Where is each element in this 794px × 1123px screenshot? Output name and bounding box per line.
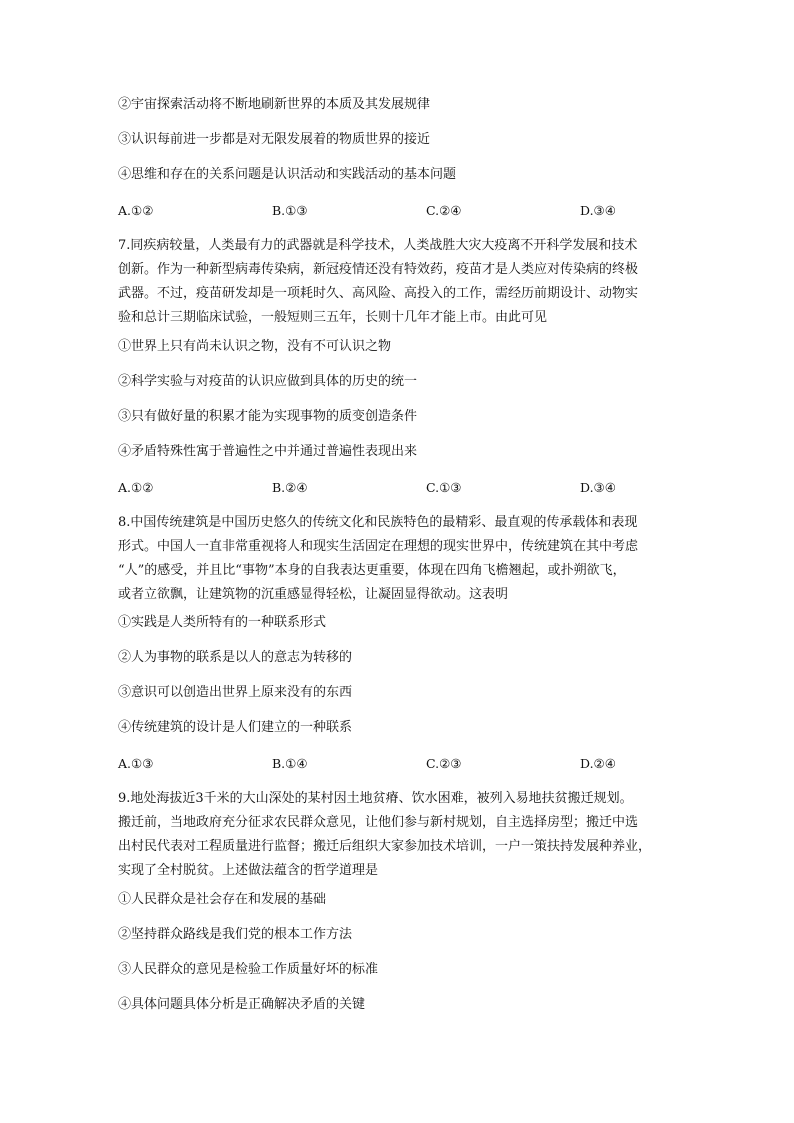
q6-option-3: ③认识每前进一步都是对无限发展着的物质世界的接近: [118, 132, 431, 147]
q8-option-4: ④传统建筑的设计是人们建立的一种联系: [118, 720, 353, 735]
q7-stem-line-1: 7.同疾病较量，人类最有力的武器就是科学技术，人类战胜大灾大疫离不开科学发展和技术: [118, 238, 638, 253]
q7-choice-b: B.②④: [272, 480, 308, 495]
q8-stem-line-2: 形式。中国人一直非常重视将人和现实生活固定在理想的现实世界中，传统建筑在其中考虑: [118, 539, 639, 554]
q6-choice-d: D.③④: [580, 203, 616, 218]
q7-answer-choices: [118, 478, 678, 498]
q7-option-1: ①世界上只有尚未认识之物，没有不可认识之物: [118, 339, 392, 354]
q8-choice-a: A.①③: [118, 756, 154, 771]
q7-choice-d: D.③④: [580, 480, 616, 495]
q6-choice-b: B.①③: [272, 203, 308, 218]
q8-choice-b: B.①④: [272, 756, 308, 771]
q7-option-3: ③只有做好量的积累才能为实现事物的质变创造条件: [118, 409, 418, 424]
q6-answer-choices: [118, 201, 678, 221]
q8-answer-choices: [118, 754, 678, 774]
q8-option-3: ③意识可以创造出世界上原来没有的东西: [118, 685, 353, 700]
q8-choice-d: D.②④: [580, 756, 616, 771]
q6-option-4: ④思维和存在的关系问题是认识活动和实践活动的基本问题: [118, 167, 457, 182]
q7-option-4: ④矛盾特殊性寓于普遍性之中并通过普遍性表现出来: [118, 444, 418, 459]
q6-option-2: ②宇宙探索活动将不断地刷新世界的本质及其发展规律: [118, 97, 431, 112]
q9-stem-line-1: 9.地处海拔近3千米的大山深处的某村因土地贫瘠、饮水困难，被列入易地扶贫搬迁规划。: [118, 791, 633, 806]
q8-stem-line-3: “人”的感受，并且比“事物”本身的自我表达更重要，体现在四角飞檐翘起，或扑朔欲飞，: [118, 563, 626, 578]
q9-option-3: ③人民群众的意见是检验工作质量好坏的标准: [118, 962, 379, 977]
q9-option-2: ②坚持群众路线是我们党的根本工作方法: [118, 927, 353, 942]
q7-stem-line-3: 武器。不过，疫苗研发却是一项耗时久、高风险、高投入的工作，需经历前期设计、动物实: [118, 286, 639, 301]
q9-stem-line-4: 实现了全村脱贫。上述做法蕴含的哲学道理是: [118, 863, 379, 878]
q6-choice-a: A.①②: [118, 203, 154, 218]
q7-option-2: ②科学实验与对疫苗的认识应做到具体的历史的统一: [118, 374, 418, 389]
q8-option-2: ②人为事物的联系是以人的意志为转移的: [118, 650, 353, 665]
q6-choice-c: C.②④: [426, 203, 462, 218]
q8-stem-line-1: 8.中国传统建筑是中国历史悠久的传统文化和民族特色的最精彩、最直观的传承载体和表现: [118, 515, 638, 530]
q8-stem-line-4: 或者立欲飘，让建筑物的沉重感显得轻松，让凝固显得欲动。这表明: [118, 587, 509, 602]
q7-choice-a: A.①②: [118, 480, 154, 495]
q8-choice-c: C.②③: [426, 756, 462, 771]
q8-option-1: ①实践是人类所特有的一种联系形式: [118, 615, 327, 630]
q9-option-4: ④具体问题具体分析是正确解决矛盾的关键: [118, 997, 366, 1012]
q9-option-1: ①人民群众是社会存在和发展的基础: [118, 892, 327, 907]
q7-stem-line-4: 验和总计三期临床试验，一般短则三五年，长则十几年才能上市。由此可见: [118, 310, 548, 325]
q7-choice-c: C.①③: [426, 480, 462, 495]
q9-stem-line-3: 出村民代表对工程质量进行监督；搬迁后组织大家参加技术培训，一户一策扶持发展种养业，: [118, 839, 652, 854]
q7-stem-line-2: 创新。作为一种新型病毒传染病，新冠疫情还没有特效药，疫苗才是人类应对传染病的终极: [118, 262, 639, 277]
q9-stem-line-2: 搬迁前，当地政府充分征求农民群众意见，让他们参与新村规划，自主选择房型；搬迁中选: [118, 815, 639, 830]
